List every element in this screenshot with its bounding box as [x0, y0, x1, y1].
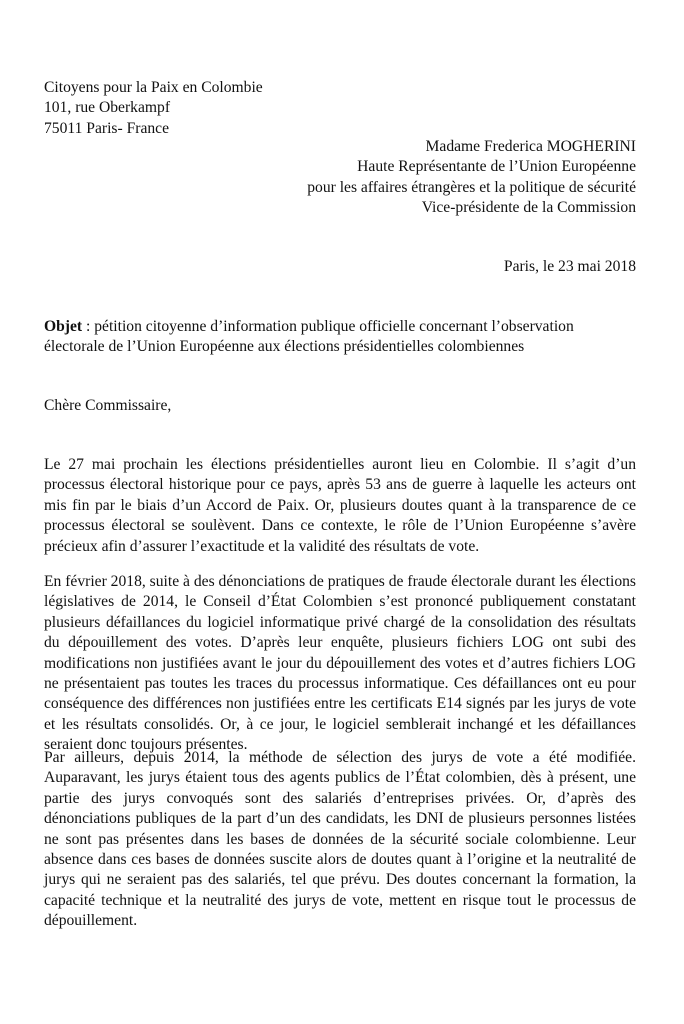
body-paragraph: Le 27 mai prochain les élections présidentielles auront lieu en Colombie. Il s’agit d’un processus électoral historique pour ce pays, après 53 ans de guerre à laquelle les acteurs ont mis fin par le biais d’un Accord de Paix. Or, plusieurs doutes quant à la transparence de ce processus électoral se soulèvent. Dans ce contexte, le rôle de l’Union Européenne s’avère précieux afin d’assurer l’exactitude et la validité des résultats de vote.	[44, 456, 636, 555]
subject-line	[44, 317, 636, 358]
subject-text: : pétition citoyenne d’information publique officielle concernant l’observation électorale de l’Union Européenne aux élections présidentielles colombiennes	[44, 318, 574, 356]
sender-name: Citoyens pour la Paix en Colombie	[44, 79, 263, 96]
recipient-title-line: Vice-présidente de la Commission	[421, 199, 636, 217]
body-paragraph: Par ailleurs, depuis 2014, la méthode de sélection des jurys de vote a été modifiée. Auparavant, les jurys étaient tous des agents publics de l’État colombien, dès à présent, une partie des jurys convoqués sont des salariés d’entreprises privées. Or, d’après des dénonciations publiques de la part d’un des candidats, les DNI de plusieurs personnes listées ne sont pas présentes dans les bases de données de la sécurité sociale colombienne. Leur absence dans ces bases de données suscite alors de doutes quant à l’origine et la neutralité de jurys qui ne seraient pas des salariés, tel que prévu. Des doutes concernant la formation, la capacité technique et la neutralité des jurys de vote, mettent en risque tout le processus de dépouillement.	[44, 749, 636, 930]
recipient-address	[307, 137, 636, 219]
letter-date: Paris, le 23 mai 2018	[503, 258, 636, 275]
sender-city: 75011 Paris- France	[44, 119, 170, 137]
sender-street: 101, rue Oberkampf	[44, 99, 171, 117]
recipient-name: Madame Frederica MOGHERINI	[425, 138, 636, 155]
subject-label: Objet	[44, 318, 83, 335]
sender-address	[44, 78, 263, 139]
body-paragraph: En février 2018, suite à des dénonciations de pratiques de fraude électorale durant les élections législatives de 2014, le Conseil d’État Colombien s’est prononcé publiquement constatant plusieurs défaillances du logiciel informatique privé chargé de la consolidation des résultats du dépouillement des votes. D’après leur enquête, plusieurs fichiers LOG ont subi des modifications non justifiées avant le jour du dépouillement des votes et d’autres fichiers LOG ne présentaient pas toutes les traces du processus informatique. Ces défaillances ont eu pour conséquence des différences non justifiées entre les certificats E14 signés par les jurys de vote et les résultats consolidés. Or, à ce jour, le logiciel semblerait inchangé et les défaillances seraient donc toujours présentes.	[44, 573, 636, 754]
salutation: Chère Commissaire,	[44, 397, 172, 414]
recipient-title-line: Haute Représentante de l’Union Européenne	[357, 158, 636, 176]
recipient-title-line: pour les affaires étrangères et la politique de sécurité	[307, 178, 636, 196]
